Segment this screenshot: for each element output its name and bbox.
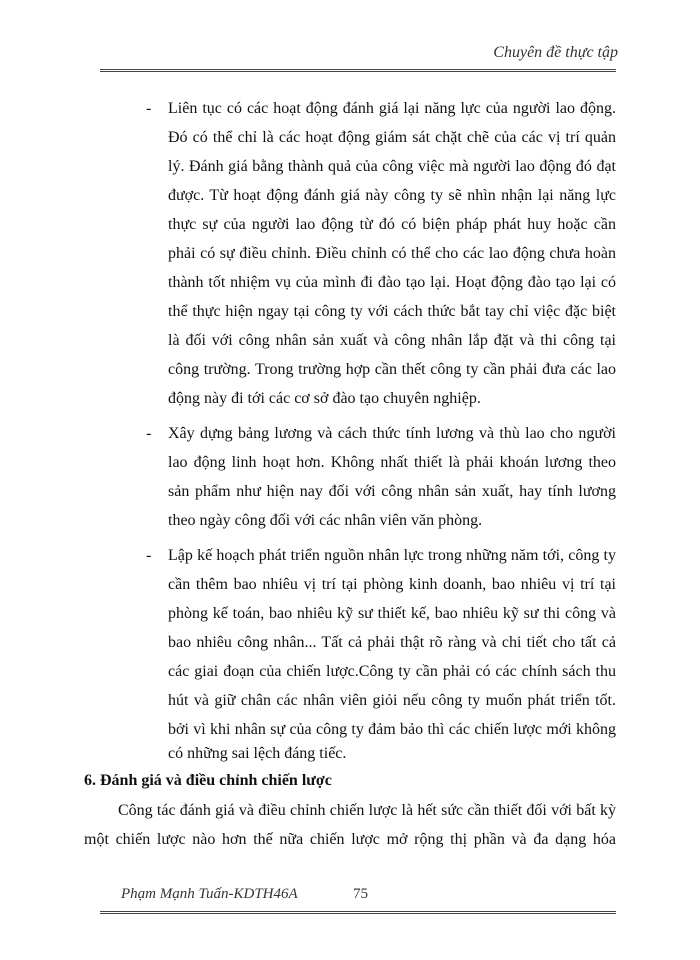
bullet-line: sản phẩm như hiện nay đối với công nhân sản xuất, hay tính lương (168, 483, 616, 500)
bullet-dash: - (146, 100, 152, 117)
bullet-line: có những sai lệch đáng tiếc. (168, 745, 347, 762)
bullet-line: thực sự của người lao động từ đó có biện pháp phát huy hoặc cần (168, 216, 616, 233)
bullet-line: là đối với công nhân sản xuất và công nhân lắp đặt và thi công tại (168, 332, 616, 349)
bullet-dash: - (146, 547, 152, 564)
bullet-line: hút và giữ chân các nhân viên giỏi nếu công ty muốn phát triển tốt. (168, 692, 616, 709)
bullet-line: thành tốt nhiệm vụ của mình đi đào tạo lại. Hoạt động đào tạo lại có (168, 274, 616, 291)
page-number: 75 (353, 886, 368, 902)
bullet-line: Đó có thể chỉ là các hoạt động giám sát chặt chẽ của các vị trí quản (168, 129, 616, 146)
bullet-line: Xây dựng bảng lương và cách thức tính lương và thù lao cho người (168, 425, 616, 442)
paragraph-line: một chiến lược nào hơn thế nữa chiến lược mở rộng thị phần và đa dạng hóa (84, 831, 616, 848)
bullet-line: được. Từ hoạt động đánh giá này công ty sẽ nhìn nhận lại năng lực (168, 187, 616, 204)
bullet-line: phòng kế toán, bao nhiêu kỹ sư thiết kế, bao nhiêu kỹ sư thi công và (168, 605, 616, 622)
bullet-line: bởi vì khi nhân sự của công ty đảm bảo thì các chiến lược mới không (168, 721, 616, 738)
footer-author: Phạm Mạnh Tuấn-KDTH46A (121, 886, 298, 902)
bullet-line: lao động linh hoạt hơn. Không nhất thiết là phải khoán lương theo (168, 454, 616, 471)
footer-rule (100, 911, 616, 914)
bullet-line: cần thêm bao nhiêu vị trí tại phòng kinh doanh, bao nhiêu vị trí tại (168, 576, 616, 593)
bullet-line: phải có sự điều chỉnh. Điều chỉnh có thể cho các lao động chưa hoàn (168, 245, 616, 262)
bullet-line: lý. Đánh giá bằng thành quả của công việc mà người lao động đó đạt (168, 158, 616, 175)
bullet-line: công trường. Trong trường hợp cần thết công ty cần phải đưa các lao (168, 361, 616, 378)
paragraph-line: Công tác đánh giá và điều chỉnh chiến lược là hết sức cần thiết đối với bất kỳ (118, 802, 616, 819)
section-heading: 6. Đánh giá và điều chỉnh chiến lược (84, 772, 332, 789)
header-title: Chuyên đề thực tập (493, 44, 618, 61)
bullet-line: theo ngày công đối với các nhân viên văn phòng. (168, 512, 483, 529)
bullet-line: Liên tục có các hoạt động đánh giá lại năng lực của người lao động. (168, 100, 616, 117)
bullet-line: bao nhiêu công nhân... Tất cả phải thật rõ ràng và chi tiết cho tất cả (168, 634, 616, 651)
bullet-line: thể thực hiện ngay tại công ty với cách thức bắt tay chỉ việc đặc biệt (168, 303, 616, 320)
bullet-dash: - (146, 425, 152, 442)
bullet-line: các giai đoạn của chiến lược.Công ty cần phải có các chính sách thu (168, 663, 616, 680)
bullet-line: Lập kế hoạch phát triển nguồn nhân lực trong những năm tới, công ty (168, 547, 616, 564)
header-rule (100, 69, 616, 72)
bullet-line: động này đi tới các cơ sở đào tạo chuyên nghiệp. (168, 390, 481, 407)
